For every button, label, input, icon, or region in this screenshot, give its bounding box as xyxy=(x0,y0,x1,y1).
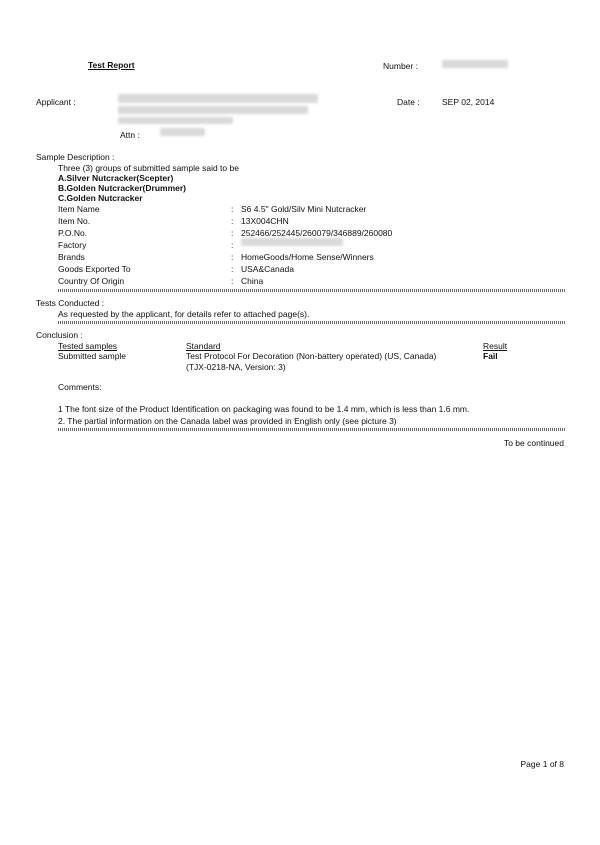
number-label: Number : xyxy=(383,61,418,71)
comment-item: 1 The font size of the Product Identification on packaging was found to be 1.4 mm, which is less than 1.6 mm. xyxy=(58,404,470,414)
comments-label: Comments: xyxy=(58,382,102,392)
field-separator: : xyxy=(231,264,234,274)
tests-heading: Tests Conducted : xyxy=(36,298,105,308)
sample-intro: Three (3) groups of submitted sample said to be xyxy=(58,163,239,173)
divider xyxy=(58,428,565,431)
applicant-label: Applicant : xyxy=(36,97,76,107)
field-value-brands: HomeGoods/Home Sense/Winners xyxy=(241,252,374,262)
redacted-applicant-line-3 xyxy=(118,117,233,124)
attn-label: Attn : xyxy=(120,130,140,140)
tests-text: As requested by the applicant, for details refer to attached page(s). xyxy=(58,309,310,319)
field-label-item-name: Item Name xyxy=(58,204,100,214)
sample-description-heading: Sample Description : xyxy=(36,152,115,162)
col-header-tested-samples: Tested samples xyxy=(58,341,118,351)
comment-item: 2. The partial information on the Canada label was provided in English only (see picture 3) xyxy=(58,416,397,426)
field-label-brands: Brands xyxy=(58,252,85,262)
field-separator: : xyxy=(231,252,234,262)
field-value-po-no: 252466/252445/260079/346889/260080 xyxy=(241,228,393,238)
tested-sample: Submitted sample xyxy=(58,351,127,361)
field-label-item-no: Item No. xyxy=(58,216,91,226)
field-separator: : xyxy=(231,204,234,214)
field-label-po-no: P.O.No. xyxy=(58,228,88,238)
col-header-standard: Standard xyxy=(186,341,221,351)
report-title: Test Report xyxy=(88,60,135,70)
field-value-item-name: S6 4.5" Gold/Silv Mini Nutcracker xyxy=(241,204,367,214)
field-value-item-no: 13X004CHN xyxy=(241,216,289,226)
divider xyxy=(58,321,565,324)
to-be-continued: To be continued xyxy=(503,438,564,448)
field-label-exported-to: Goods Exported To xyxy=(58,264,131,274)
sample-group: A.Silver Nutcracker(Scepter) xyxy=(58,173,174,183)
field-separator: : xyxy=(231,216,234,226)
field-label-factory: Factory xyxy=(58,240,87,250)
result-value: Fail xyxy=(483,351,498,361)
redacted-number xyxy=(442,60,508,68)
field-label-country-of-origin: Country Of Origin xyxy=(58,276,125,286)
redacted-applicant-line-2 xyxy=(118,106,308,114)
conclusion-heading: Conclusion : xyxy=(36,330,83,340)
page-number: Page 1 of 8 xyxy=(520,759,564,769)
date-value: SEP 02, 2014 xyxy=(442,97,495,107)
redacted-attn xyxy=(160,128,205,136)
field-separator: : xyxy=(231,276,234,286)
field-value-exported-to: USA&Canada xyxy=(241,264,294,274)
col-header-result: Result xyxy=(483,341,508,351)
field-separator: : xyxy=(231,228,234,238)
sample-group: B.Golden Nutcracker(Drummer) xyxy=(58,183,187,193)
standard-line-1: Test Protocol For Decoration (Non-battery operated) (US, Canada) xyxy=(186,351,437,361)
divider xyxy=(58,289,565,292)
standard-line-2: (TJX-0218-NA, Version: 3) xyxy=(186,362,286,372)
redacted-factory xyxy=(241,238,343,246)
sample-group: C.Golden Nutcracker xyxy=(58,193,143,203)
field-separator: : xyxy=(231,240,234,250)
redacted-applicant-line-1 xyxy=(118,94,318,103)
date-label: Date : xyxy=(397,97,420,107)
field-value-country-of-origin: China xyxy=(241,276,264,286)
